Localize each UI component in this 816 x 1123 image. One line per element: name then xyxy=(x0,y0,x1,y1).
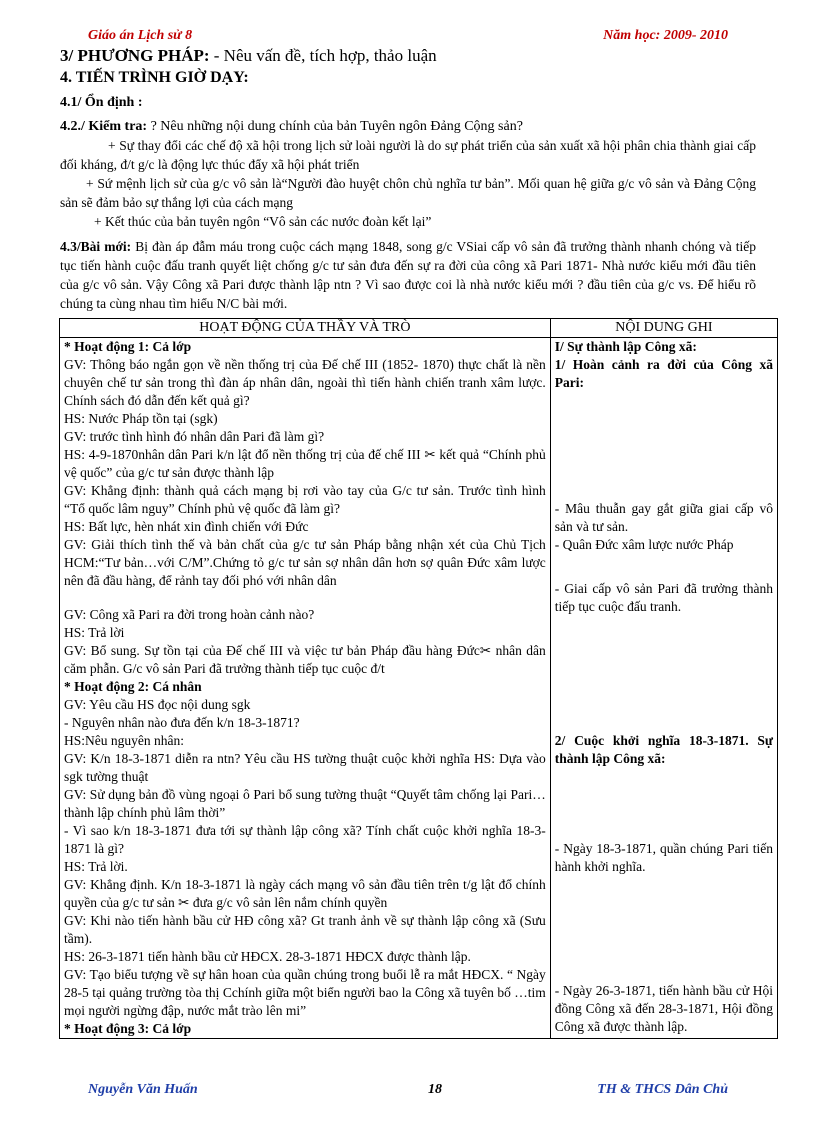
activity-line: HS: 26-3-1871 tiến hành bầu cử HĐCX. 28-3-1871 HĐCX được thành lập. xyxy=(64,949,471,964)
header-subject: Giáo án Lịch sử 8 xyxy=(88,28,193,43)
stabilize-heading: 4.1/ Ổn định : xyxy=(60,95,143,110)
page-header xyxy=(88,28,728,46)
notes-subsection-title: 2/ Cuộc khởi nghĩa 18-3-1871. Sự thành lập Công xã: xyxy=(554,733,773,766)
activity-line: HS: Trả lời. xyxy=(64,859,128,874)
footer-school: TH & THCS Dân Chủ xyxy=(597,1082,728,1097)
activity-heading: * Hoạt động 2: Cá nhân xyxy=(64,679,202,694)
notes-item: - Ngày 26-3-1871, tiến hành bầu cử Hội đồng Công xã đến 28-3-1871, Hội đồng Công xã được thành lập. xyxy=(554,983,773,1034)
footer-page-number: 18 xyxy=(428,1082,442,1097)
activity-line: GV: trước tình hình đó nhân dân Pari đã làm gì? xyxy=(64,429,325,444)
activity-line: GV: K/n 18-3-1871 diễn ra ntn? Yêu cầu HS tường thuật cuộc khởi nghĩa HS: Dựa vào sgk tường thuật xyxy=(64,751,546,784)
notes-cell xyxy=(550,338,777,1039)
activity-line: GV: Thông báo ngắn gọn về nền thống trị của Đế chế III (1852- 1870) thực chất là nền chuyên chế tư sản trong thì đàn áp nhân dân, ngoài thì tiến hành chiến tranh xâm lược. Chính sách đó dẫn đến kết quả gì? xyxy=(64,357,546,408)
header-school-year: Năm học: 2009- 2010 xyxy=(603,28,728,43)
activity-line: GV: Khẳng định: thành quả cách mạng bị rơi vào tay của G/c tư sản. Trước tình hình “Tổ quốc lâm nguy” Chính phủ vệ quốc đã làm gì? xyxy=(64,483,546,516)
lesson-intro xyxy=(60,46,756,313)
lesson-table xyxy=(59,318,778,1039)
method-heading: 3/ PHƯƠNG PHÁP: - Nêu vấn đề, tích hợp, thảo luận xyxy=(60,46,437,65)
check-heading: 4.2./ Kiểm tra: ? Nêu những nội dung chính của bản Tuyên ngôn Đảng Cộng sản? xyxy=(60,119,523,134)
activity-line: GV: Khi nào tiến hành bầu cử HĐ công xã? Gt tranh ảnh về sự thành lập công xã (Sưu tầm). xyxy=(64,913,546,946)
activities-cell xyxy=(60,338,551,1039)
notes-section-title: I/ Sự thành lập Công xã: xyxy=(554,339,697,354)
check-point: + Sứ mệnh lịch sử của g/c vô sản là“Người đào huyệt chôn chủ nghĩa tư bản”. Mối quan hệ giữa g/c vô sản và Đảng Cộng sản sẽ đảm bảo sự thắng lợi của cách mạng xyxy=(60,176,756,210)
new-lesson: 4.3/Bài mới: Bị đàn áp đẫm máu trong cuộc cách mạng 1848, song g/c VSiai cấp vô sản đã trưởng thành nhanh chóng và tiếp tục tiến hành cuộc đấu tranh quyết liệt chống g/c tư sản đưa đến sự ra đời của công xã Pari 1871- Nhà nước kiểu mới đầu tiên của g/c vô sản. Vậy Công xã Pari được thành lập ntn ? Vì sao được coi là nhà nước kiểu mới ? đầu tiên của g/c vs. Để hiểu rõ chúng ta cùng nhau tìm hiểu N/C bài mới. xyxy=(60,239,756,311)
activity-line: HS: Nước Pháp tồn tại (sgk) xyxy=(64,411,218,426)
activity-line: HS: 4-9-1870nhân dân Pari k/n lật đổ nền thống trị của đế chế III ✂ kết quả “Chính phủ vệ quốc” của g/c tư sản được thành lập xyxy=(64,447,546,480)
activity-line: GV: Yêu cầu HS đọc nội dung sgk xyxy=(64,697,251,712)
activity-line: HS:Nêu nguyên nhân: xyxy=(64,733,184,748)
activity-line: - Nguyên nhân nào đưa đến k/n 18-3-1871? xyxy=(64,715,300,730)
footer-author: Nguyễn Văn Huấn xyxy=(88,1082,198,1097)
activity-line: HS: Trả lời xyxy=(64,625,125,640)
activity-heading: * Hoạt động 1: Cả lớp xyxy=(64,339,192,354)
progress-heading: 4. TIẾN TRÌNH GIỜ DẠY: xyxy=(60,69,249,86)
notes-item: - Giai cấp vô sản Pari đã trưởng thành tiếp tục cuộc đấu tranh. xyxy=(554,581,773,614)
activity-line: GV: Tạo biểu tượng về sự hân hoan của quần chúng trong buổi lễ ra mắt HĐCX. “ Ngày 28-5 tại quảng trường tòa thị Cchính giữa một biển người bao la Công xã tuyên bố …tim mọi người ngừng đập, nước mắt trào lên mi” xyxy=(64,967,546,1018)
activity-line: GV: Công xã Pari ra đời trong hoàn cảnh nào? xyxy=(64,607,315,622)
notes-subsection-title: 1/ Hoàn cảnh ra đời của Công xã Pari: xyxy=(554,357,773,390)
activity-line: GV: Giải thích tình thế và bản chất của g/c tư sản Pháp bằng nhận xét của Chủ Tịch HCM:“Tư bản…với C/M”.Chứng tỏ g/c tư sản sợ nhân dân hơn sợ quân Đức xâm lược nên đã đầu hàng, để rảnh tay đối phó với nhân dân xyxy=(64,537,546,588)
activity-heading: * Hoạt động 3: Cả lớp xyxy=(64,1021,192,1036)
activity-line: HS: Bất lực, hèn nhát xin đình chiến với Đức xyxy=(64,519,309,534)
table-header-activities: HOẠT ĐỘNG CỦA THẦY VÀ TRÒ xyxy=(60,319,551,338)
activity-line: GV: Sử dụng bản đồ vùng ngoại ô Pari bổ sung tường thuật “Quyết tâm chống lại Pari… thành lập chính phủ lâm thời” xyxy=(64,787,546,820)
page-footer xyxy=(88,1082,728,1100)
notes-item: - Quân Đức xâm lược nước Pháp xyxy=(554,537,734,552)
activity-line: GV: Bổ sung. Sự tồn tại của Đế chế III và việc tư bản Pháp đầu hàng Đức✂ nhân dân căm phẫn. G/c vô sản Pari đã trưởng thành tiếp tục cuộc đ/t xyxy=(64,643,546,676)
notes-item: - Mâu thuẫn gay gắt giữa giai cấp vô sản và tư sản. xyxy=(554,501,773,534)
activity-line: GV: Khẳng định. K/n 18-3-1871 là ngày cách mạng vô sản đầu tiên trên t/g lật đổ chính quyền của g/c tư sản ✂ đưa g/c vô sản lên nắm chính quyền xyxy=(64,877,546,910)
activity-line: - Vì sao k/n 18-3-1871 đưa tới sự thành lập công xã? Tính chất cuộc khởi nghĩa 18-3-1871 là gì? xyxy=(64,823,546,856)
table-header-content: NỘI DUNG GHI xyxy=(550,319,777,338)
notes-item: - Ngày 18-3-1871, quần chúng Pari tiến hành khởi nghĩa. xyxy=(554,841,773,874)
check-point: + Kết thúc của bản tuyên ngôn “Vô sản các nước đoàn kết lại” xyxy=(94,214,432,229)
check-point: + Sự thay đổi các chế độ xã hội trong lịch sử loài người là do sự phát triển của sản xuất xã hội phân chia thành giai cấp đối kháng, đ/t g/c là động lực thúc đẩy xã hội phát triển xyxy=(60,138,756,172)
